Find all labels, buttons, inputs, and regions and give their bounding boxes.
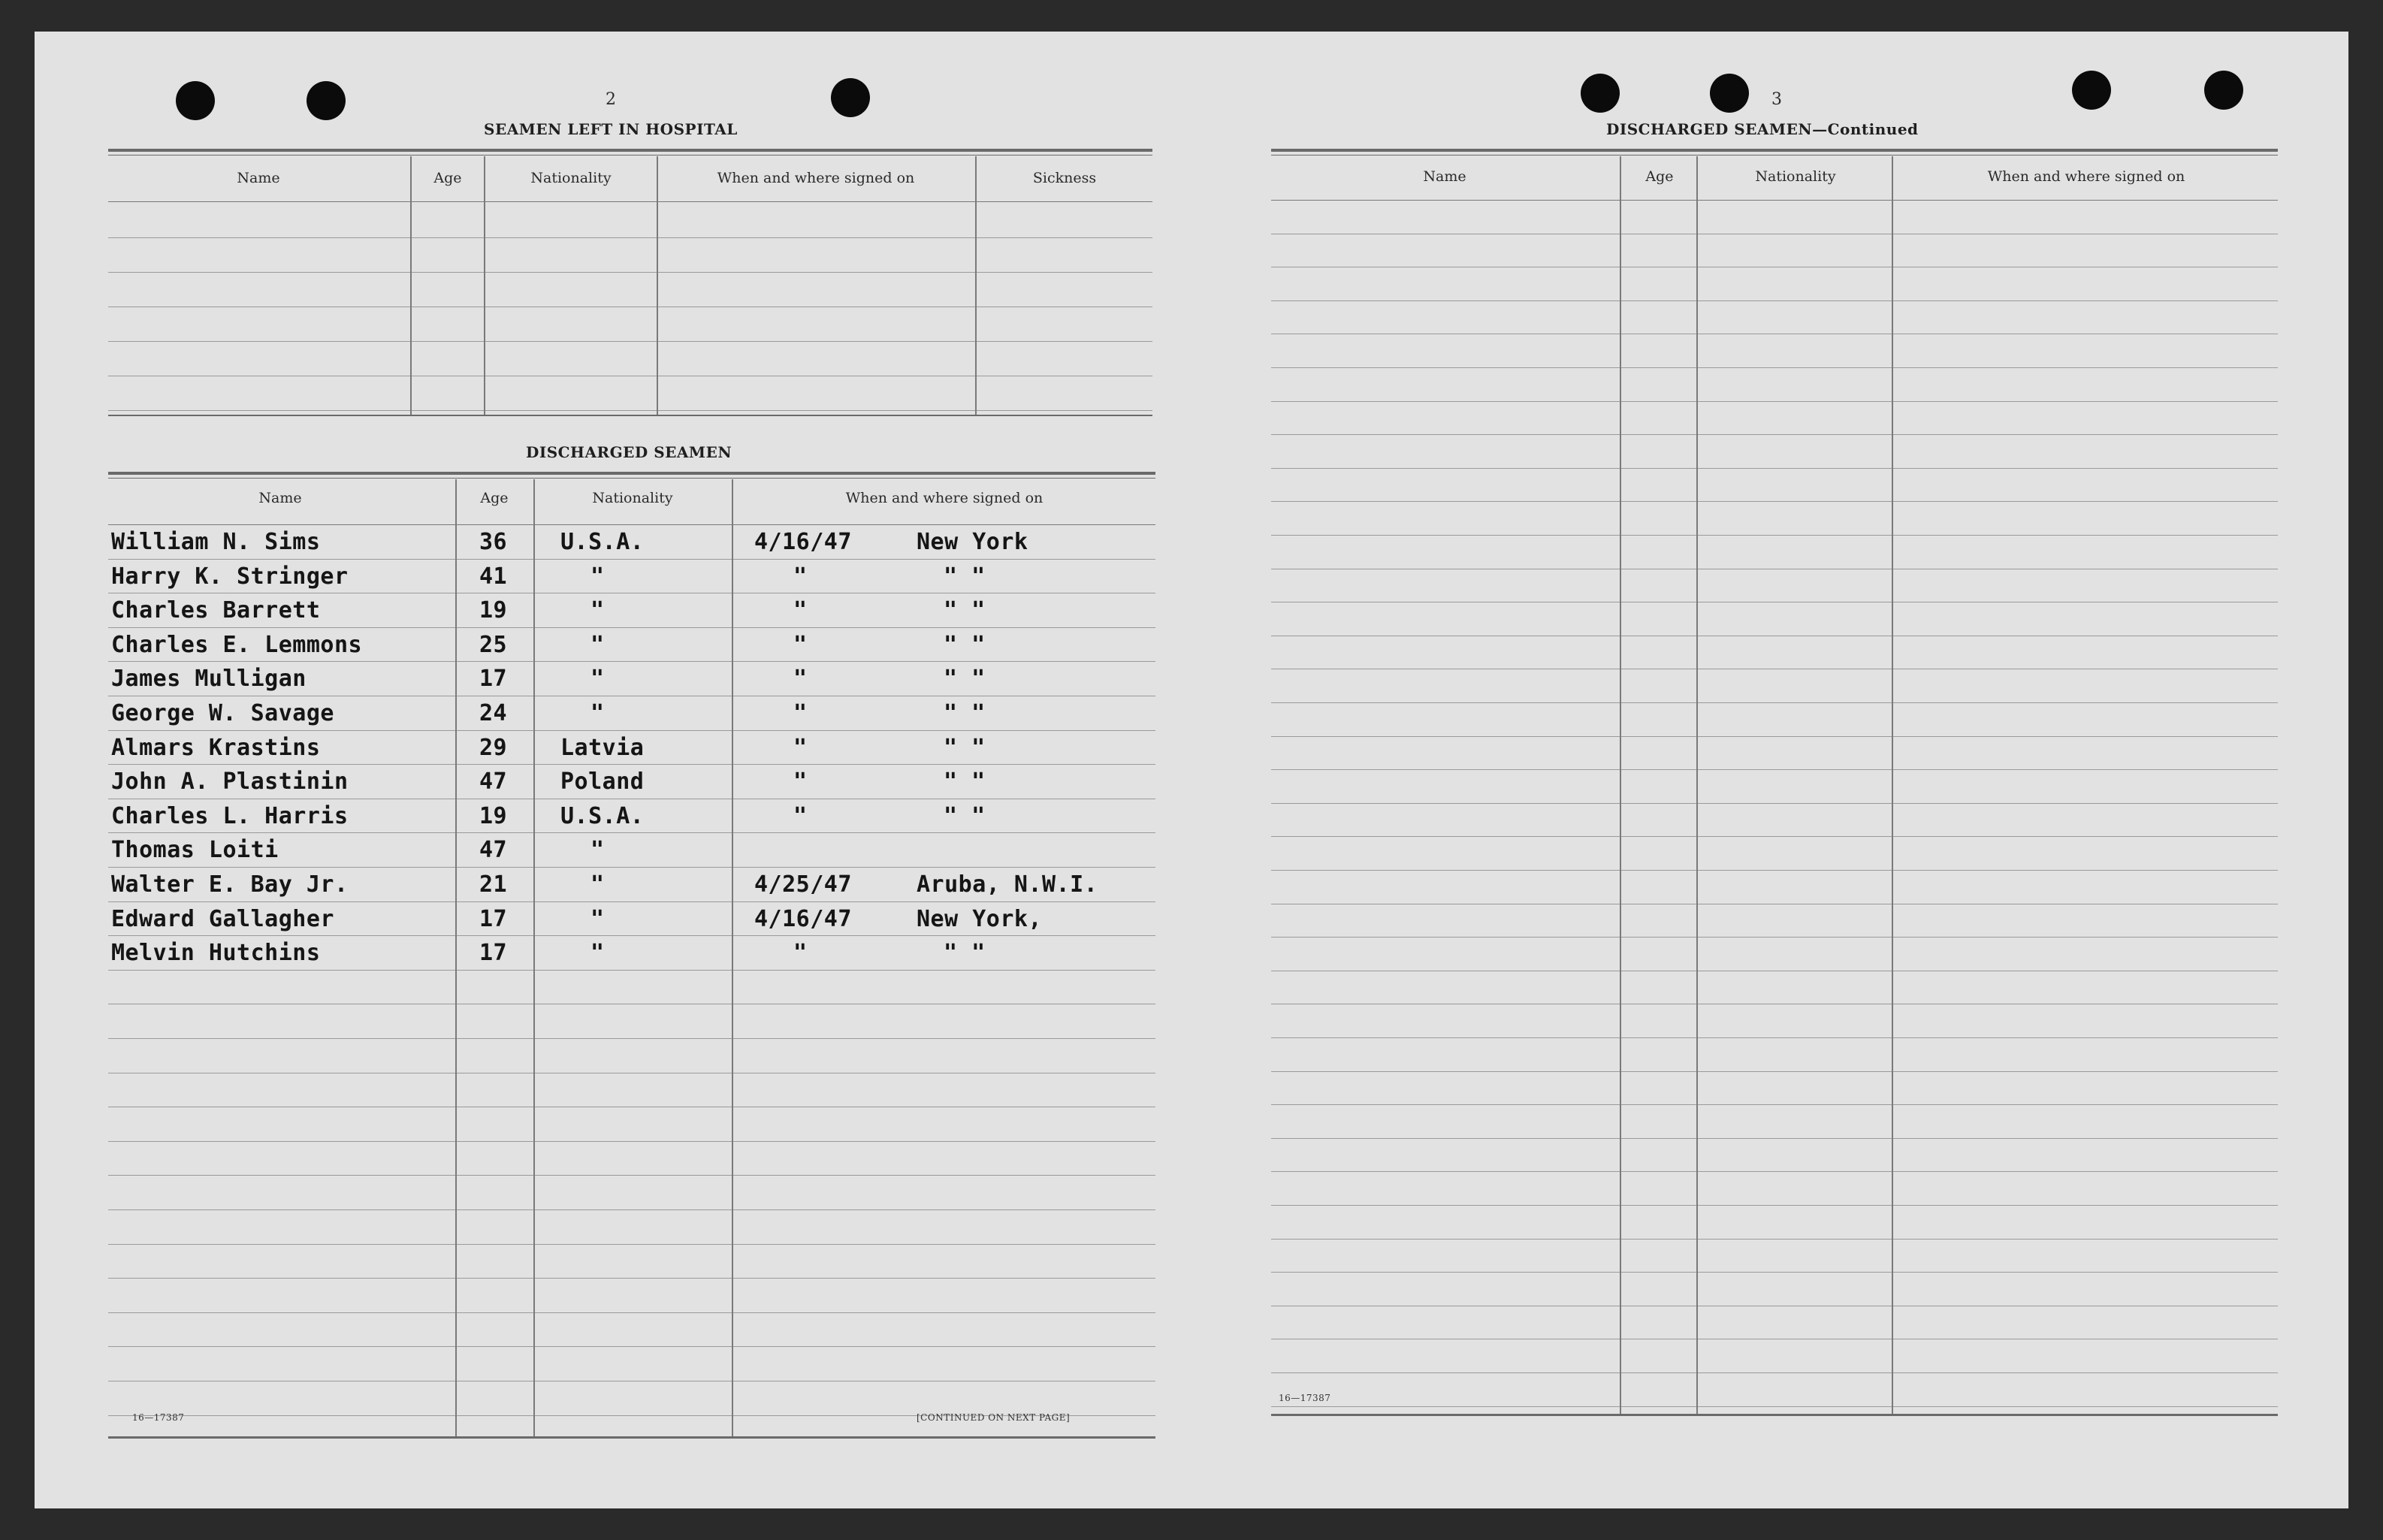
seaman-name: Harry K. Stringer [111,563,349,590]
right-title-suffix: —Continued [1812,120,1919,138]
punch-hole [831,78,870,117]
seaman-signed-place: " " [944,597,986,624]
seaman-age: 17 [479,940,508,966]
seaman-name: James Mulligan [111,666,307,692]
ruled-line [1271,736,2278,737]
seaman-signed-place: New York [917,529,1028,555]
seaman-name: Charles E. Lemmons [111,632,363,658]
seaman-age: 47 [479,768,508,795]
hospital-col-sickness: Sickness [1032,170,1097,186]
ruled-line [1271,434,2278,435]
seaman-signed-date: " [793,597,808,624]
seaman-nationality: " [590,632,605,658]
seaman-name: Edward Gallagher [111,906,334,932]
seaman-age: 24 [479,700,508,726]
seaman-nationality: " [590,871,605,898]
seaman-signed-date: " [793,700,808,726]
seaman-name: John A. Plastinin [111,768,349,795]
punch-hole [176,81,215,120]
seaman-signed-place: " " [944,735,986,761]
ruled-line [1271,535,2278,536]
seaman-age: 21 [479,871,508,898]
footer-form-number-right: 16—17387 [1279,1393,1331,1403]
seaman-signed-date: " [793,666,808,692]
seaman-signed-date: " [793,563,808,590]
right-top-rule [1271,149,2278,152]
seaman-age: 19 [479,597,508,624]
seaman-signed-date: " [793,768,808,795]
seaman-age: 25 [479,632,508,658]
ruled-line [1271,836,2278,837]
ruled-line [1271,803,2278,804]
seaman-signed-place: " " [944,803,986,829]
seaman-signed-place: " " [944,700,986,726]
seaman-nationality: U.S.A. [560,529,645,555]
ruled-line [1271,1239,2278,1240]
ruled-line [1271,367,2278,368]
ruled-line [1271,1071,2278,1072]
ruled-line [1271,468,2278,469]
discharged-col-age: Age [480,490,509,506]
hospital-col-nationality: Nationality [530,170,612,186]
discharged-section-title: DISCHARGED SEAMEN [526,443,732,461]
page-number-left: 2 [606,90,616,109]
seaman-nationality: " [590,563,605,590]
document-sheet [35,32,2348,1508]
seaman-signed-place: " " [944,768,986,795]
ruled-line [1271,300,2278,301]
seaman-age: 41 [479,563,508,590]
ruled-line [1271,1372,2278,1373]
seaman-nationality: " [590,597,605,624]
seaman-name: Walter E. Bay Jr. [111,871,349,898]
hospital-col-age: Age [433,170,462,186]
punch-hole [307,81,346,120]
seaman-signed-date: 4/16/47 [754,906,852,932]
ruled-line [1271,1037,2278,1038]
seaman-nationality: " [590,837,605,863]
punch-hole [1710,74,1749,113]
seaman-signed-place: " " [944,632,986,658]
punch-hole [1581,74,1620,113]
seaman-name: Melvin Hutchins [111,940,321,966]
ruled-line [1271,769,2278,770]
ruled-line [1271,1104,2278,1105]
seaman-signed-place: " " [944,940,986,966]
right-bottom-rule [1271,1414,2278,1416]
seaman-nationality: Latvia [560,735,645,761]
seaman-name: Thomas Loiti [111,837,279,863]
seaman-age: 17 [479,906,508,932]
hospital-section-title: SEAMEN LEFT IN HOSPITAL [484,120,738,138]
discharged-col-name: Name [258,490,302,506]
ruled-line [1271,401,2278,402]
seaman-nationality: U.S.A. [560,803,645,829]
right-col-signed-on: When and where signed on [1987,168,2185,185]
ruled-line [1271,937,2278,938]
ruled-line [1271,1171,2278,1172]
seaman-age: 47 [479,837,508,863]
seaman-nationality: " [590,666,605,692]
seaman-signed-place: Aruba, N.W.I. [917,871,1098,898]
hospital-col-name: Name [237,170,280,186]
ruled-line [1271,501,2278,502]
seaman-name: William N. Sims [111,529,321,555]
right-col-age: Age [1645,168,1674,185]
seaman-signed-date: " [793,632,808,658]
seaman-age: 17 [479,666,508,692]
seaman-signed-date: " [793,803,808,829]
page-number-right: 3 [1771,90,1782,109]
hospital-col-signed-on: When and where signed on [717,170,915,186]
discharged-col-signed-on: When and where signed on [845,490,1044,506]
seaman-nationality: Poland [560,768,645,795]
punch-hole [2204,71,2243,110]
ruled-line [1271,702,2278,703]
footer-form-number-left: 16—17387 [132,1412,185,1423]
ruled-line [1271,1205,2278,1206]
ruled-line [1271,1138,2278,1139]
seaman-name: Charles L. Harris [111,803,349,829]
seaman-signed-date: 4/25/47 [754,871,852,898]
footer-continued: [CONTINUED ON NEXT PAGE] [917,1412,1071,1423]
right-section-title [1606,120,1919,138]
hospital-top-rule [108,149,1152,152]
ruled-line [1271,1272,2278,1273]
ruled-line [1271,1406,2278,1407]
seaman-age: 29 [479,735,508,761]
seaman-signed-place: " " [944,666,986,692]
punch-hole [2072,71,2111,110]
discharged-top-rule [108,472,1155,475]
seaman-nationality: " [590,940,605,966]
seaman-signed-place: New York, [917,906,1043,932]
right-title-main: DISCHARGED SEAMEN [1606,120,1813,138]
seaman-nationality: " [590,906,605,932]
discharged-bottom-rule [108,1436,1155,1439]
seaman-age: 19 [479,803,508,829]
seaman-signed-place: " " [944,563,986,590]
right-col-nationality: Nationality [1755,168,1836,185]
seaman-name: Charles Barrett [111,597,321,624]
discharged-col-nationality: Nationality [592,490,673,506]
seaman-name: George W. Savage [111,700,334,726]
ruled-line [1271,870,2278,871]
ruled-line [1271,200,2278,201]
seaman-nationality: " [590,700,605,726]
seaman-signed-date: 4/16/47 [754,529,852,555]
right-col-name: Name [1423,168,1466,185]
seaman-signed-date: " [793,940,808,966]
seaman-age: 36 [479,529,508,555]
seaman-name: Almars Krastins [111,735,321,761]
seaman-signed-date: " [793,735,808,761]
